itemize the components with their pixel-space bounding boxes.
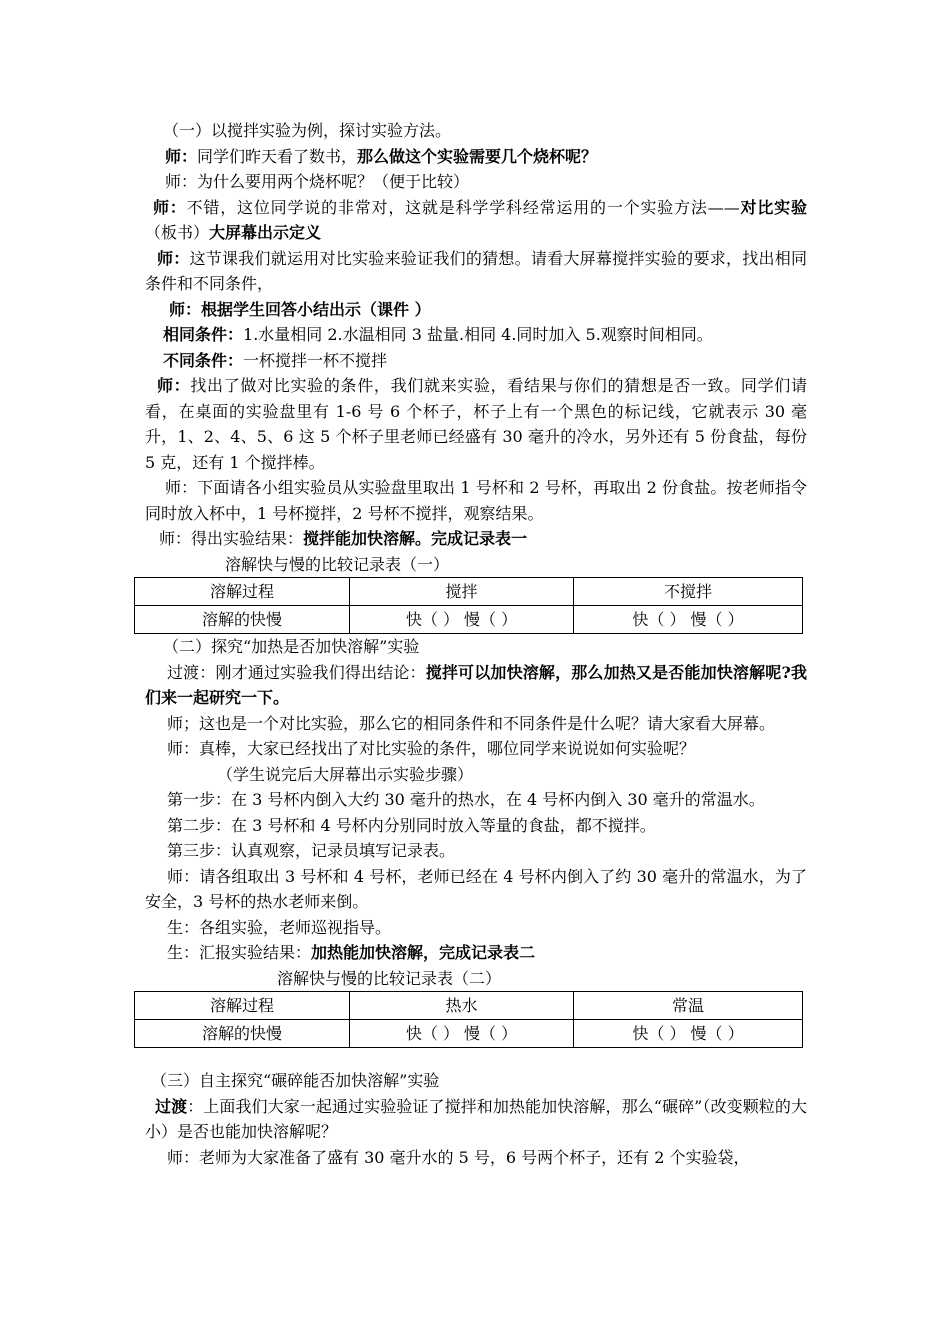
paragraph bbox=[145, 660, 807, 711]
text-run: ：上面我们大家一起通过实验验证了搅拌和加热能加快溶解，那么“碾碎”（改变颗粒的大小）是否也能加快溶解呢？ bbox=[145, 1096, 807, 1141]
table-cell: 溶解过程 bbox=[135, 578, 350, 606]
paragraph bbox=[145, 526, 807, 552]
text-run: 找出了做对比实验的条件，我们就来实验，看结果与你们的猜想是否一致。同学们请看，在桌面的实验盘里有 1-6 号 6 个杯子，杯子上有一个黑色的标记线，它就表示 30 毫升，1、2、4、5、6 这 5 个杯子里老师已经盛有 30 毫升的冷水，另外还有 5 份食盐，每份 5 克，还有 1 个搅拌棒。 bbox=[145, 376, 807, 472]
text-run: 师：得出实验结果： bbox=[159, 529, 304, 548]
text-run: 一杯搅拌一杯不搅拌 bbox=[243, 350, 388, 370]
text-run: 过渡：刚才通过实验我们得出结论： bbox=[167, 662, 426, 682]
table-caption-2: 溶解快与慢的比较记录表（二） bbox=[277, 968, 502, 988]
paragraph: 师：根据学生回答小结出示（课件 ） bbox=[169, 299, 431, 319]
table-cell: 溶解的快慢 bbox=[135, 606, 350, 634]
table-row bbox=[135, 606, 803, 634]
section-heading-1: （一）以搅拌实验为例，探讨实验方法。 bbox=[163, 121, 452, 140]
label: 不同条件： bbox=[163, 350, 244, 370]
paragraph bbox=[145, 246, 807, 297]
table-row bbox=[135, 1020, 803, 1048]
paragraph bbox=[145, 195, 807, 246]
bold-text-run: 加热能加快溶解，完成记录表二 bbox=[311, 943, 536, 962]
paragraph: 师：真棒，大家已经找出了对比实验的条件，哪位同学来说说如何实验呢？ bbox=[167, 739, 696, 758]
section-heading-2: （二）探究“加热是否加快溶解”实验 bbox=[163, 637, 420, 656]
paragraph: 第三步：认真观察，记录员填写记录表。 bbox=[167, 841, 456, 860]
paragraph bbox=[145, 1094, 807, 1145]
paragraph bbox=[145, 373, 807, 475]
paragraph: 生：各组实验，老师巡视指导。 bbox=[167, 917, 392, 937]
table-cell: 热水 bbox=[350, 992, 574, 1020]
document-page bbox=[145, 118, 807, 1170]
speaker-label: 师： bbox=[165, 146, 198, 166]
paragraph bbox=[145, 144, 807, 170]
text-run: （板书） bbox=[145, 223, 210, 242]
paragraph: 师：请各组取出 3 号杯和 4 号杯，老师已经在 4 号杯内倒入了约 30 毫升的常温水，为了安全，3 号杯的热水老师来倒。 bbox=[145, 866, 807, 911]
table-row bbox=[135, 578, 803, 606]
record-table-2 bbox=[134, 991, 803, 1048]
text-run: 不错，这位同学说的非常对，这就是科学学科经常运用的一个实验方法—— bbox=[186, 197, 740, 217]
paragraph: 师：老师为大家准备了盛有 30 毫升水的 5 号，6 号两个杯子，还有 2 个实验袋， bbox=[167, 1147, 750, 1167]
section-heading-3: （三）自主探究“碾碎能否加快溶解”实验 bbox=[151, 1071, 440, 1090]
text-run: 同学们昨天看了数书， bbox=[197, 146, 358, 166]
table-cell: 溶解过程 bbox=[135, 992, 350, 1020]
paragraph: 第一步：在 3 号杯内倒入大约 30 毫升的热水，在 4 号杯内倒入 30 毫升的常温水。 bbox=[167, 790, 765, 809]
text-run: 这节课我们就运用对比实验来验证我们的猜想。请看大屏幕搅拌实验的要求，找出相同条件和不同条件， bbox=[145, 248, 807, 293]
bold-text-run: 搅拌可以加快溶解，那么加热又是否能加快溶解呢?我们来一起研究一下。 bbox=[145, 662, 807, 707]
record-table-1 bbox=[134, 577, 803, 634]
speaker-label: 师： bbox=[157, 376, 191, 395]
paragraph: 师：下面请各小组实验员从实验盘里取出 1 号杯和 2 号杯，再取出 2 份食盐。按老师指令同时放入杯中，1 号杯搅拌，2 号杯不搅拌，观察结果。 bbox=[145, 478, 807, 523]
table-cell: 快（ ） 慢（ ） bbox=[574, 606, 803, 634]
bold-text-run: 大屏幕出示定义 bbox=[209, 223, 322, 242]
speaker-label: 师： bbox=[153, 197, 187, 217]
bold-text-run: 那么做这个实验需要几个烧杯呢？ bbox=[357, 146, 598, 166]
table-cell: 常温 bbox=[574, 992, 803, 1020]
text-run: 生：汇报实验结果： bbox=[167, 943, 312, 962]
paragraph: 师：为什么要用两个烧杯呢？（便于比较） bbox=[165, 172, 470, 191]
table-cell: 快（ ） 慢（ ） bbox=[350, 606, 574, 634]
paragraph bbox=[145, 322, 807, 348]
bold-text-run: 对比实验 bbox=[739, 197, 807, 217]
table-row bbox=[135, 992, 803, 1020]
table-cell: 快（ ） 慢（ ） bbox=[350, 1020, 574, 1048]
text-run: 1.水量相同 2.水温相同 3 盐量.相同 4.同时加入 5.观察时间相同。 bbox=[243, 325, 713, 344]
table-caption-1: 溶解快与慢的比较记录表（一） bbox=[225, 554, 450, 574]
label: 过渡 bbox=[155, 1096, 188, 1116]
table-cell: 不搅拌 bbox=[574, 578, 803, 606]
paragraph bbox=[145, 940, 807, 966]
label: 相同条件： bbox=[163, 325, 244, 344]
paragraph: 第二步：在 3 号杯和 4 号杯内分别同时放入等量的食盐，都不搅拌。 bbox=[167, 815, 656, 835]
table-cell: 搅拌 bbox=[350, 578, 574, 606]
speaker-label: 师： bbox=[157, 248, 190, 268]
bold-text-run: 搅拌能加快溶解。完成记录表一 bbox=[303, 529, 528, 548]
table-cell: 快（ ） 慢（ ） bbox=[574, 1020, 803, 1048]
paragraph bbox=[145, 348, 807, 374]
paragraph: 师；这也是一个对比实验，那么它的相同条件和不同条件是什么呢？请大家看大屏幕。 bbox=[167, 713, 776, 733]
spacer bbox=[145, 1048, 807, 1068]
paragraph: （学生说完后大屏幕出示实验步骤） bbox=[217, 764, 474, 784]
table-cell: 溶解的快慢 bbox=[135, 1020, 350, 1048]
